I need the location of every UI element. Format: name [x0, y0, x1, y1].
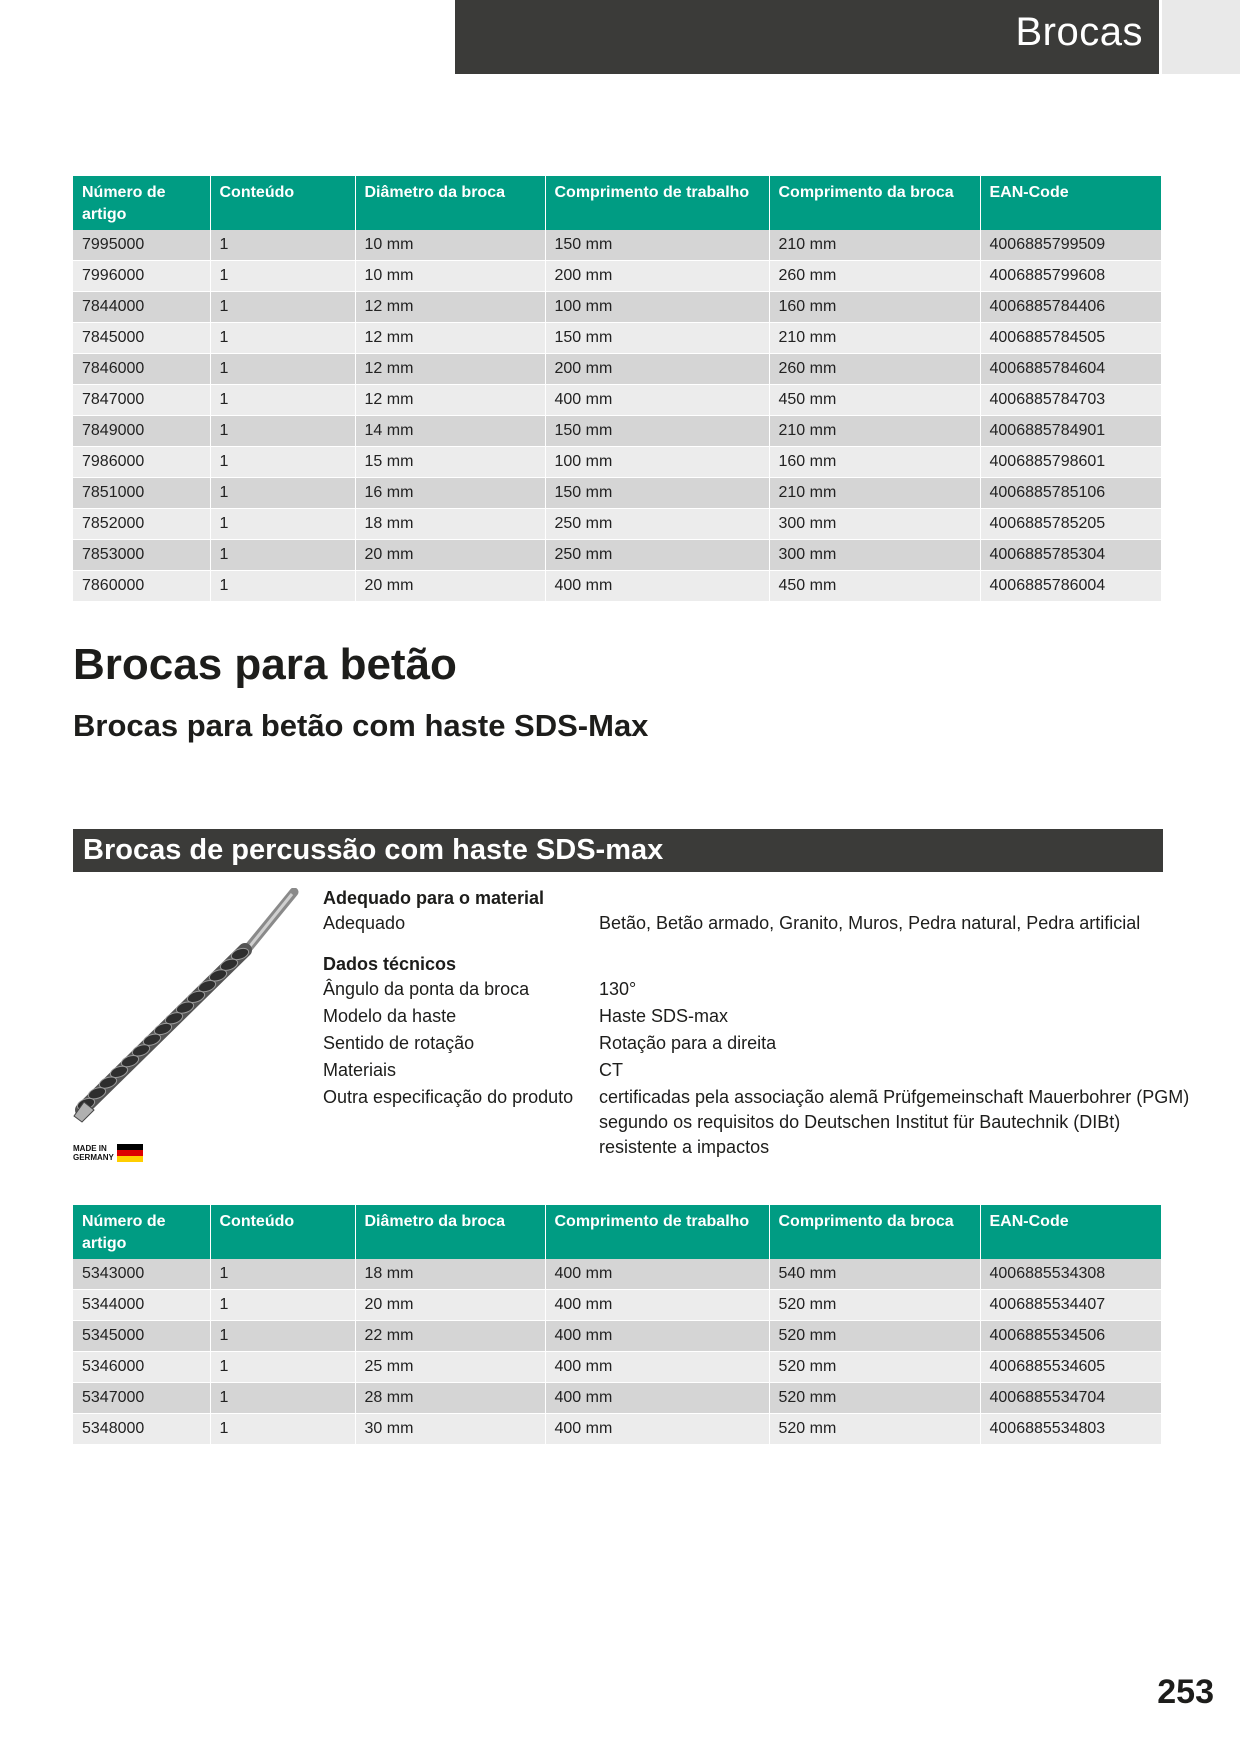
- table-cell: 1: [210, 571, 355, 602]
- table-cell: 520 mm: [769, 1290, 980, 1321]
- table-cell: 14 mm: [355, 416, 545, 447]
- table-cell: 160 mm: [769, 447, 980, 478]
- table-cell: 400 mm: [545, 1352, 769, 1383]
- material-heading: Adequado para o material: [323, 888, 545, 908]
- tech-heading: Dados técnicos: [323, 954, 457, 974]
- column-header: Diâmetro da broca: [355, 1205, 545, 1259]
- column-header: Número de artigo: [73, 1205, 210, 1259]
- column-header: Conteúdo: [210, 1205, 355, 1259]
- table-cell: 7847000: [73, 385, 210, 416]
- header-grey-block: [1162, 0, 1240, 74]
- table-cell: 4006885784604: [980, 354, 1161, 385]
- table-cell: 4006885534506: [980, 1321, 1161, 1352]
- table-cell: 4006885786004: [980, 571, 1161, 602]
- spec-label: Materiais: [323, 1060, 397, 1080]
- table-cell: 7844000: [73, 292, 210, 323]
- table-cell: 4006885534704: [980, 1383, 1161, 1414]
- table-cell: 400 mm: [545, 1290, 769, 1321]
- spec-label: Outra especificação do produto: [323, 1087, 574, 1107]
- header-title: Brocas: [1015, 10, 1143, 54]
- drill-bit-image: [70, 888, 310, 1128]
- table-row: [73, 1414, 1161, 1445]
- table-cell: 28 mm: [355, 1383, 545, 1414]
- table-cell: 100 mm: [545, 447, 769, 478]
- table-cell: 1: [210, 1259, 355, 1290]
- table-cell: 7986000: [73, 447, 210, 478]
- table-cell: 4006885799608: [980, 261, 1161, 292]
- table-cell: 7851000: [73, 478, 210, 509]
- table-cell: 150 mm: [545, 323, 769, 354]
- table-cell: 1: [210, 354, 355, 385]
- table-cell: 7845000: [73, 323, 210, 354]
- table-cell: 400 mm: [545, 1259, 769, 1290]
- table-row: [73, 571, 1161, 602]
- table-cell: 10 mm: [355, 230, 545, 261]
- table-header-row: [73, 1205, 1161, 1259]
- table-cell: 5346000: [73, 1352, 210, 1383]
- column-header: EAN-Code: [980, 176, 1161, 230]
- table-row: [73, 1259, 1161, 1290]
- column-header: Comprimento de trabalho: [545, 1205, 769, 1259]
- table-cell: 160 mm: [769, 292, 980, 323]
- table-cell: 5348000: [73, 1414, 210, 1445]
- table-cell: 25 mm: [355, 1352, 545, 1383]
- table-row: [73, 478, 1161, 509]
- table-row: [73, 385, 1161, 416]
- table-cell: 4006885785106: [980, 478, 1161, 509]
- table-cell: 4006885784703: [980, 385, 1161, 416]
- column-header: Número de artigo: [73, 176, 210, 230]
- spec-value: Rotação para a direita: [599, 1033, 777, 1053]
- column-header: EAN-Code: [980, 1205, 1161, 1259]
- table-cell: 250 mm: [545, 509, 769, 540]
- table-cell: 5347000: [73, 1383, 210, 1414]
- column-header: Comprimento de trabalho: [545, 176, 769, 230]
- table-cell: 7995000: [73, 230, 210, 261]
- product-table-1: [73, 176, 1161, 602]
- product-table-2: [73, 1205, 1161, 1445]
- made-in-line2: GERMANY: [73, 1153, 114, 1162]
- material-label: Adequado: [323, 913, 406, 933]
- table-cell: 7852000: [73, 509, 210, 540]
- table-cell: 7860000: [73, 571, 210, 602]
- table-cell: 12 mm: [355, 354, 545, 385]
- table-cell: 1: [210, 478, 355, 509]
- table-cell: 520 mm: [769, 1321, 980, 1352]
- header-tab: [455, 0, 1159, 74]
- table-cell: 300 mm: [769, 509, 980, 540]
- table-row: [73, 447, 1161, 478]
- table-cell: 210 mm: [769, 478, 980, 509]
- table-row: [73, 323, 1161, 354]
- table-cell: 1: [210, 1321, 355, 1352]
- table-row: [73, 540, 1161, 571]
- table-cell: 100 mm: [545, 292, 769, 323]
- table-row: [73, 292, 1161, 323]
- table-cell: 4006885785304: [980, 540, 1161, 571]
- table-cell: 250 mm: [545, 540, 769, 571]
- table-cell: 4006885799509: [980, 230, 1161, 261]
- section-subtitle: Brocas para betão com haste SDS-Max: [73, 708, 649, 743]
- table-cell: 450 mm: [769, 385, 980, 416]
- table-cell: 400 mm: [545, 1383, 769, 1414]
- table-cell: 540 mm: [769, 1259, 980, 1290]
- product-band-title: Brocas de percussão com haste SDS-max: [83, 834, 664, 866]
- table-cell: 18 mm: [355, 509, 545, 540]
- table-cell: 1: [210, 1290, 355, 1321]
- table-cell: 1: [210, 323, 355, 354]
- table-cell: 300 mm: [769, 540, 980, 571]
- table-cell: 400 mm: [545, 385, 769, 416]
- table-cell: 150 mm: [545, 416, 769, 447]
- made-in-text: [73, 1144, 123, 1162]
- table-row: [73, 1383, 1161, 1414]
- table-cell: 4006885798601: [980, 447, 1161, 478]
- table-cell: 20 mm: [355, 1290, 545, 1321]
- table-cell: 400 mm: [545, 571, 769, 602]
- table-cell: 5343000: [73, 1259, 210, 1290]
- table-cell: 4006885785205: [980, 509, 1161, 540]
- table-cell: 260 mm: [769, 354, 980, 385]
- table-cell: 1: [210, 509, 355, 540]
- table-cell: 200 mm: [545, 354, 769, 385]
- table-cell: 1: [210, 416, 355, 447]
- table-row: [73, 354, 1161, 385]
- column-header: Comprimento da broca: [769, 1205, 980, 1259]
- table-cell: 12 mm: [355, 385, 545, 416]
- spec-label: Modelo da haste: [323, 1006, 457, 1026]
- table-row: [73, 1290, 1161, 1321]
- table-cell: 1: [210, 540, 355, 571]
- table-row: [73, 509, 1161, 540]
- spec-value: certificadas pela associação alemã Prüfgemeinschaft Mauerbohrer (PGM): [599, 1087, 1190, 1107]
- table-cell: 12 mm: [355, 292, 545, 323]
- table-cell: 10 mm: [355, 261, 545, 292]
- table-cell: 4006885784505: [980, 323, 1161, 354]
- table-row: [73, 1352, 1161, 1383]
- table-cell: 520 mm: [769, 1383, 980, 1414]
- product-band: [73, 829, 1163, 872]
- section-title: Brocas para betão: [73, 640, 457, 689]
- spec-value-extra: resistente a impactos: [599, 1137, 770, 1157]
- table-cell: 1: [210, 1414, 355, 1445]
- table-cell: 150 mm: [545, 478, 769, 509]
- table-cell: 15 mm: [355, 447, 545, 478]
- spec-value: 130°: [599, 979, 637, 999]
- column-header: Conteúdo: [210, 176, 355, 230]
- table-cell: 210 mm: [769, 323, 980, 354]
- table-cell: 450 mm: [769, 571, 980, 602]
- material-value: Betão, Betão armado, Granito, Muros, Pedra natural, Pedra artificial: [599, 913, 1141, 933]
- table-row: [73, 416, 1161, 447]
- table-cell: 150 mm: [545, 230, 769, 261]
- table-cell: 7849000: [73, 416, 210, 447]
- table-cell: 4006885784901: [980, 416, 1161, 447]
- table-cell: 400 mm: [545, 1321, 769, 1352]
- spec-value-extra: segundo os requisitos do Deutschen Institut für Bautechnik (DIBt): [599, 1112, 1121, 1132]
- table-row: [73, 230, 1161, 261]
- made-in-line1: MADE IN: [73, 1144, 107, 1153]
- table-cell: 4006885534803: [980, 1414, 1161, 1445]
- table-cell: 7846000: [73, 354, 210, 385]
- column-header: Diâmetro da broca: [355, 176, 545, 230]
- table-cell: 12 mm: [355, 323, 545, 354]
- table-cell: 22 mm: [355, 1321, 545, 1352]
- table-cell: 4006885534308: [980, 1259, 1161, 1290]
- table-cell: 1: [210, 1352, 355, 1383]
- spec-value: Haste SDS-max: [599, 1006, 729, 1026]
- table-cell: 20 mm: [355, 571, 545, 602]
- table-cell: 16 mm: [355, 478, 545, 509]
- germany-flag-icon: [117, 1144, 143, 1162]
- table-cell: 260 mm: [769, 261, 980, 292]
- table-header-row: [73, 176, 1161, 230]
- table-cell: 20 mm: [355, 540, 545, 571]
- table-row: [73, 1321, 1161, 1352]
- table-cell: 520 mm: [769, 1352, 980, 1383]
- spec-label: Ângulo da ponta da broca: [323, 979, 530, 999]
- table-cell: 5344000: [73, 1290, 210, 1321]
- table-cell: 1: [210, 447, 355, 478]
- table-cell: 1: [210, 261, 355, 292]
- table-cell: 18 mm: [355, 1259, 545, 1290]
- table-cell: 1: [210, 385, 355, 416]
- table-cell: 7853000: [73, 540, 210, 571]
- table-row: [73, 261, 1161, 292]
- table-cell: 7996000: [73, 261, 210, 292]
- table-cell: 1: [210, 1383, 355, 1414]
- spec-value: CT: [599, 1060, 623, 1080]
- table-cell: 200 mm: [545, 261, 769, 292]
- table-cell: 30 mm: [355, 1414, 545, 1445]
- table-cell: 4006885784406: [980, 292, 1161, 323]
- table-cell: 4006885534605: [980, 1352, 1161, 1383]
- table-cell: 210 mm: [769, 416, 980, 447]
- spec-label: Sentido de rotação: [323, 1033, 475, 1053]
- table-cell: 5345000: [73, 1321, 210, 1352]
- table-cell: 400 mm: [545, 1414, 769, 1445]
- table-cell: 1: [210, 292, 355, 323]
- page-number: 253: [1157, 1673, 1214, 1711]
- table-cell: 520 mm: [769, 1414, 980, 1445]
- table-cell: 4006885534407: [980, 1290, 1161, 1321]
- table-cell: 1: [210, 230, 355, 261]
- column-header: Comprimento da broca: [769, 176, 980, 230]
- table-cell: 210 mm: [769, 230, 980, 261]
